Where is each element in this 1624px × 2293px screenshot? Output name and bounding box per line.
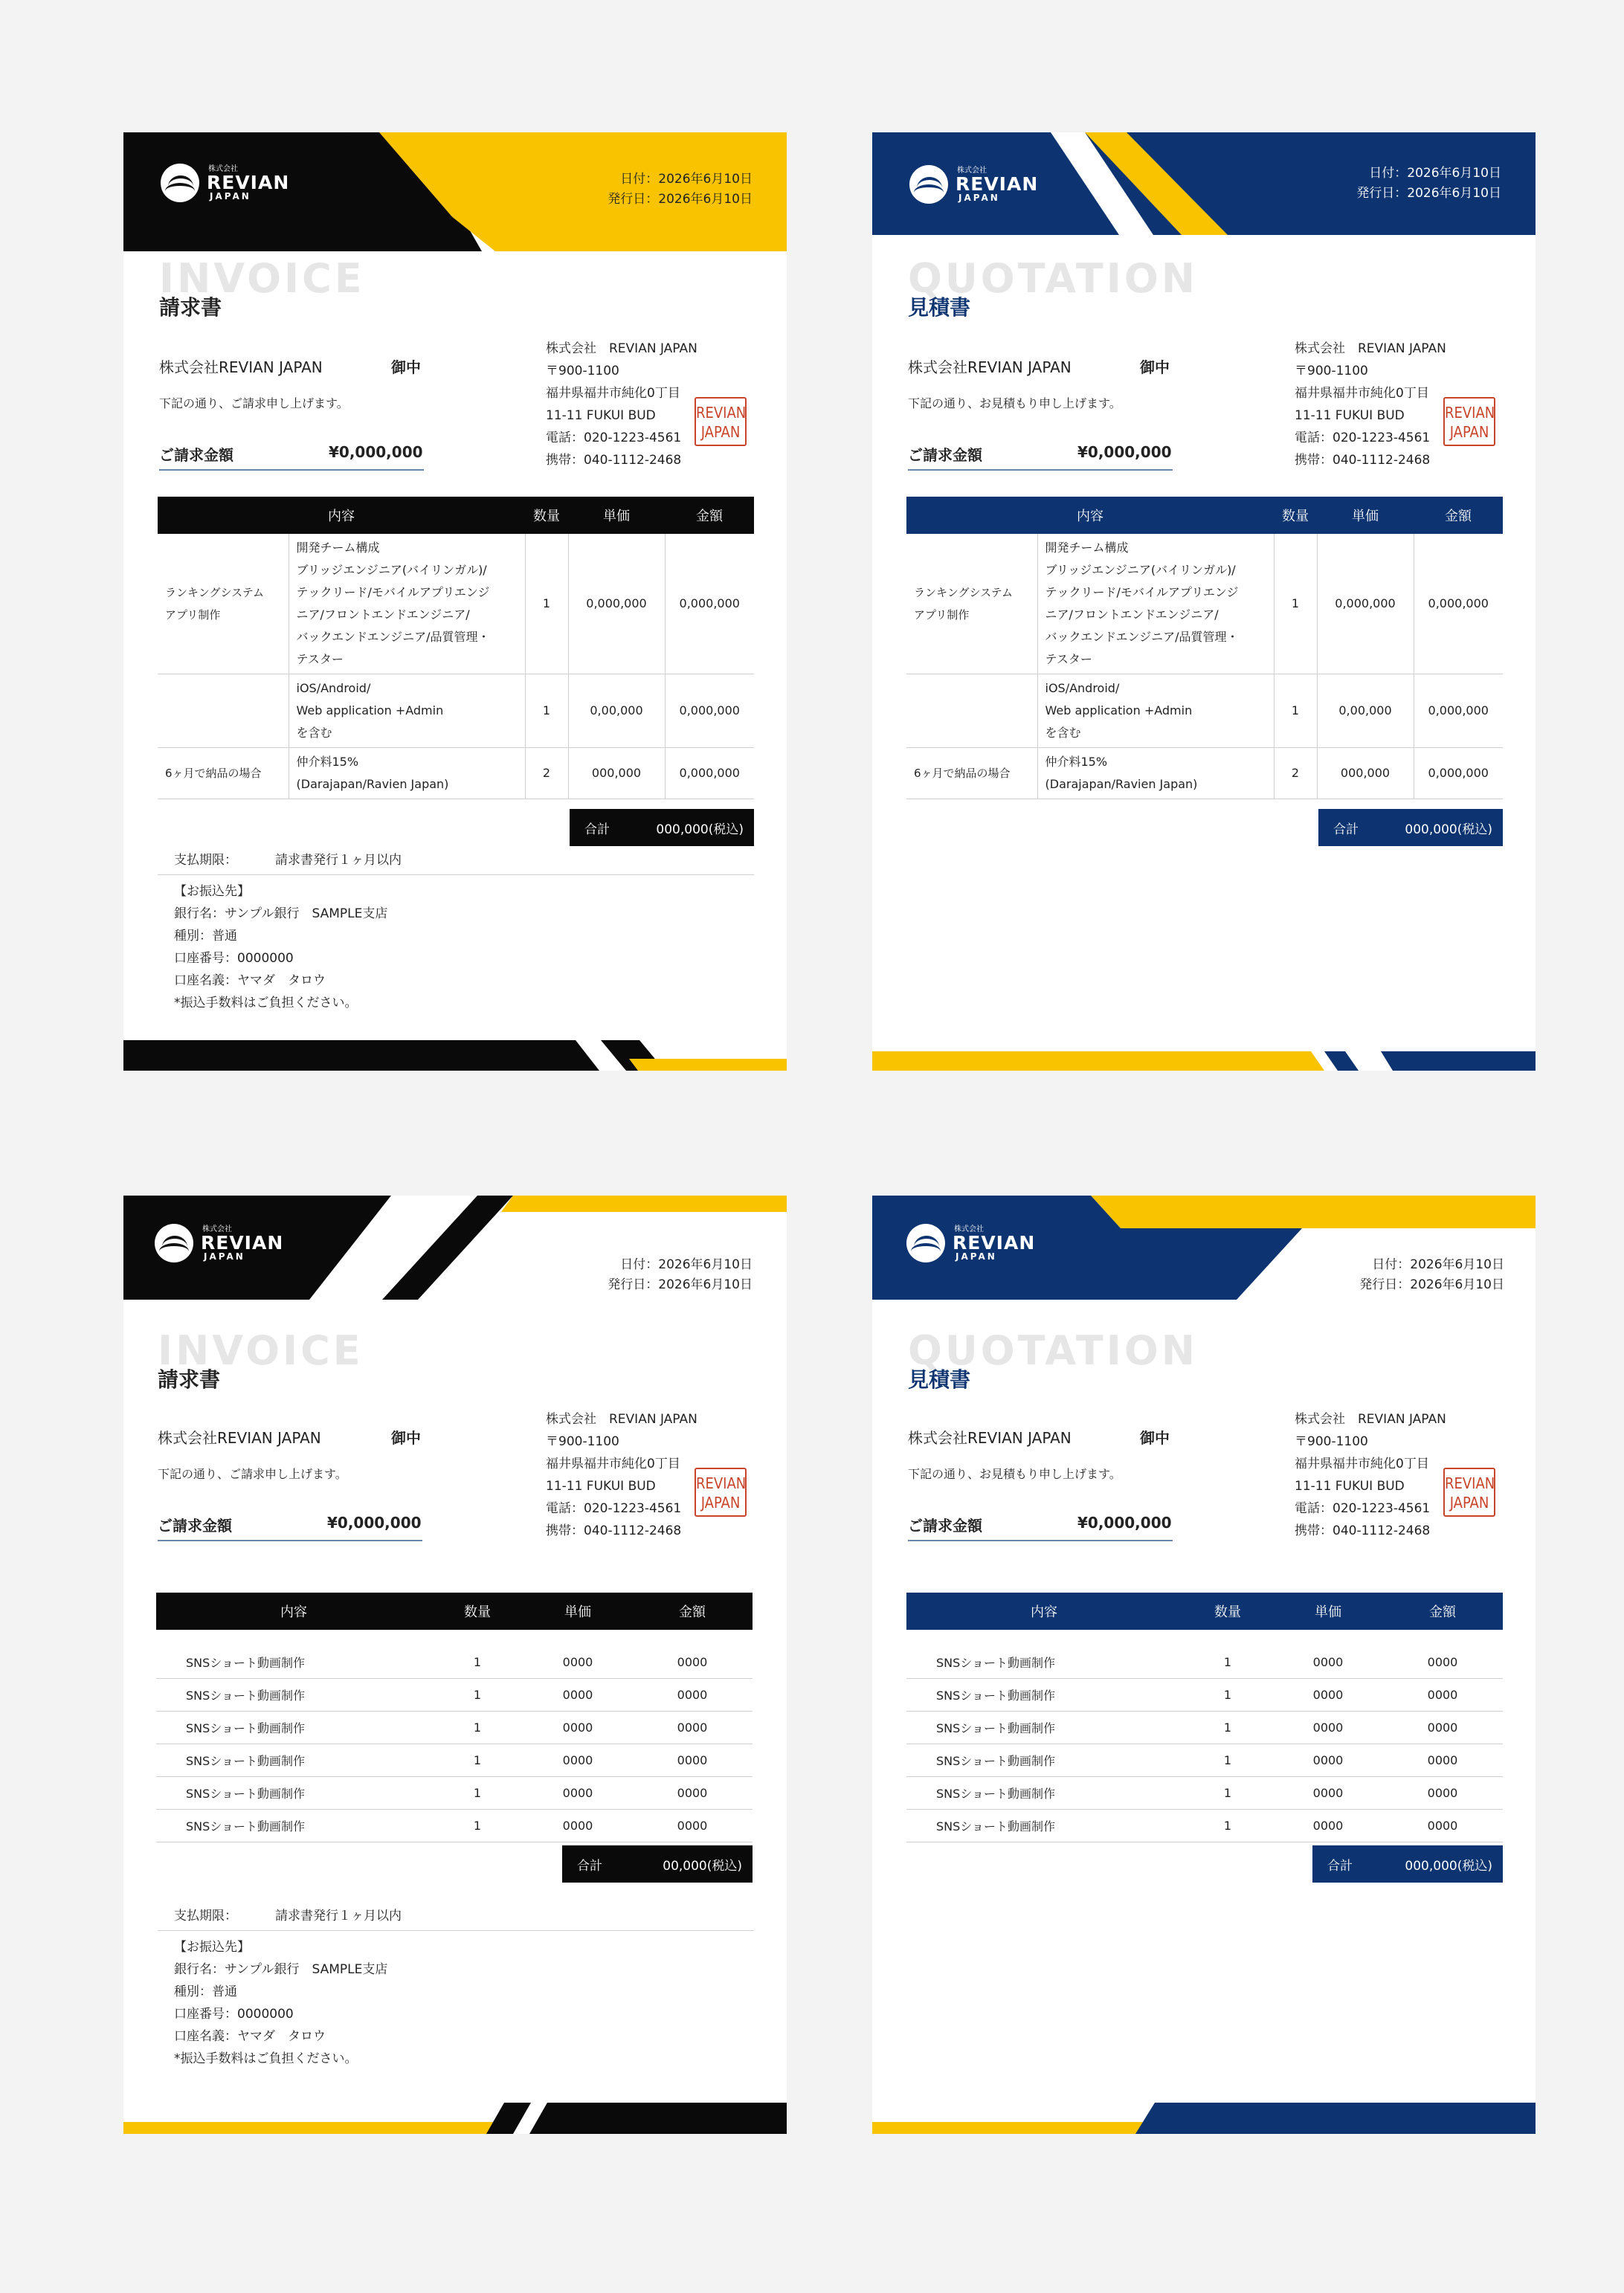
- amount-label: ご請求金額: [908, 446, 982, 464]
- eagle-emblem-icon: [909, 165, 948, 204]
- item-amount: 0,000,000: [1414, 534, 1503, 674]
- table-header-row: [906, 497, 1503, 534]
- item-description: 開発チーム構成 ブリッジエンジニア(バイリンガル)/ テックリード/モバイルアプリエンジ ニア/フロントエンドエンジニア/ バックエンドエンジニア/品質管理・ テスター: [289, 534, 525, 674]
- amount-value: ¥0,000,000: [1077, 443, 1172, 461]
- issuer-mobile: 携帯：040-1112-2468: [546, 1523, 682, 1538]
- bank-name: 銀行名：サンプル銀行 SAMPLE支店: [174, 1962, 388, 1977]
- item-amount: 0000: [1382, 1777, 1503, 1810]
- item-qty: 1: [431, 1646, 523, 1679]
- item-amount: 0000: [1382, 1810, 1503, 1842]
- item-unit-price: 000,000: [1317, 748, 1414, 799]
- item-qty: 1: [1182, 1744, 1274, 1777]
- item-unit-price: 0000: [1274, 1712, 1382, 1744]
- item-unit-price: 0000: [523, 1646, 632, 1679]
- item-name: ランキングシステム アプリ制作: [906, 534, 1037, 674]
- header-unit-price: 単価: [1317, 497, 1414, 534]
- issuer-address1: 福井県福井市純化0丁目: [546, 1457, 680, 1471]
- total-box: [1312, 1845, 1503, 1883]
- item-description: iOS/Android/ Web application +Admin を含む: [1037, 674, 1274, 748]
- item-unit-price: 0000: [1274, 1810, 1382, 1842]
- date: 日付：2026年6月10日: [1372, 1257, 1504, 1272]
- item-unit-price: 0000: [523, 1679, 632, 1712]
- total-value: 000,000(税込): [1405, 1858, 1492, 1874]
- table-row: [156, 1777, 753, 1810]
- total-value: 00,000(税込): [663, 1858, 742, 1874]
- item-qty: 1: [1182, 1679, 1274, 1712]
- logo-name: REVIAN: [201, 1231, 284, 1254]
- table-header-row: [156, 1593, 753, 1630]
- bank-info: [174, 880, 387, 1014]
- item-amount: 0000: [632, 1679, 753, 1712]
- issuer-mobile: 携帯：040-1112-2468: [1295, 453, 1431, 468]
- item-name: SNSショート動画制作: [906, 1810, 1182, 1842]
- amount-label: ご請求金額: [159, 446, 233, 464]
- item-name: SNSショート動画制作: [156, 1646, 431, 1679]
- intro-message: 下記の通り、お見積もり申し上げます。: [908, 1467, 1121, 1481]
- bank-holder: 口座名義：ヤマダ タロウ: [174, 973, 326, 988]
- amount-value: ¥0,000,000: [1077, 1514, 1172, 1532]
- total-box: [562, 1845, 753, 1883]
- table-row: [906, 674, 1503, 748]
- issue-date: 発行日：2026年6月10日: [608, 192, 753, 207]
- payment-value: 請求書発行１ヶ月以内: [275, 853, 402, 868]
- item-amount: 0,000,000: [665, 674, 754, 748]
- stamp-line2: JAPAN: [700, 1494, 741, 1512]
- invoice-page-1: [123, 132, 787, 1071]
- payment-value: 請求書発行１ヶ月以内: [275, 1909, 402, 1923]
- page-title: 請求書: [158, 1367, 221, 1392]
- company-seal-stamp: [695, 397, 747, 446]
- bank-name: 銀行名：サンプル銀行 SAMPLE支店: [174, 906, 388, 921]
- watermark-title: QUOTATION: [908, 1327, 1198, 1374]
- stamp-line2: JAPAN: [700, 423, 741, 441]
- issuer-block: [546, 338, 697, 471]
- table-row: [156, 1679, 753, 1712]
- header-qty: 数量: [431, 1593, 523, 1630]
- bank-type: 種別：普通: [174, 929, 237, 944]
- issuer-company: 株式会社 REVIAN JAPAN: [1295, 1412, 1446, 1427]
- item-amount: 0000: [1382, 1679, 1503, 1712]
- item-amount: 0000: [1382, 1712, 1503, 1744]
- client-name: 株式会社REVIAN JAPAN: [908, 1429, 1072, 1447]
- issuer-company: 株式会社 REVIAN JAPAN: [546, 1412, 697, 1427]
- intro-message: 下記の通り、ご請求申し上げます。: [159, 396, 349, 410]
- company-seal-stamp: [1443, 397, 1495, 446]
- date: 日付：2026年6月10日: [620, 172, 753, 187]
- page-title: 見積書: [908, 295, 971, 320]
- table-row: [906, 1712, 1503, 1744]
- issuer-address1: 福井県福井市純化0丁目: [1295, 386, 1429, 401]
- item-unit-price: 0,000,000: [568, 534, 665, 674]
- item-qty: 1: [431, 1744, 523, 1777]
- client-honorific: 御中: [391, 358, 421, 376]
- item-name: ランキングシステム アプリ制作: [158, 534, 289, 674]
- logo-small-text: 株式会社: [208, 164, 238, 173]
- item-description: iOS/Android/ Web application +Admin を含む: [289, 674, 525, 748]
- item-qty: 1: [431, 1712, 523, 1744]
- issuer-company: 株式会社 REVIAN JAPAN: [1295, 341, 1446, 356]
- table-row: [906, 1646, 1503, 1679]
- bank-holder: 口座名義：ヤマダ タロウ: [174, 2029, 326, 2044]
- stamp-line2: JAPAN: [1449, 1494, 1489, 1512]
- items-table: [906, 1593, 1503, 1842]
- payment-terms: [174, 849, 402, 868]
- table-header-row: [906, 1593, 1503, 1630]
- payment-label: 支払期限：: [174, 853, 237, 868]
- item-name: SNSショート動画制作: [906, 1777, 1182, 1810]
- issuer-address1: 福井県福井市純化0丁目: [1295, 1457, 1429, 1471]
- item-qty: 1: [431, 1679, 523, 1712]
- item-description: 仲介料15% (Darajapan/Ravien Japan): [1037, 748, 1274, 799]
- eagle-emblem-icon: [155, 1224, 193, 1262]
- header-content: 内容: [158, 497, 525, 534]
- page-title: 請求書: [159, 295, 222, 320]
- company-seal-stamp: [695, 1468, 747, 1517]
- item-amount: 0000: [632, 1810, 753, 1842]
- intro-message: 下記の通り、ご請求申し上げます。: [158, 1467, 347, 1481]
- item-name: SNSショート動画制作: [156, 1712, 431, 1744]
- item-qty: 1: [1182, 1777, 1274, 1810]
- date-block: [1359, 1255, 1504, 1295]
- table-row: [156, 1712, 753, 1744]
- items-table: [156, 1593, 753, 1842]
- table-row: [158, 674, 754, 748]
- total-label: 合計: [584, 822, 610, 837]
- item-unit-price: 0000: [523, 1712, 632, 1744]
- item-unit-price: 0,000,000: [1317, 534, 1414, 674]
- issue-date: 発行日：2026年6月10日: [1359, 1277, 1504, 1292]
- issuer-block: [1295, 1408, 1446, 1542]
- item-unit-price: 0000: [1274, 1679, 1382, 1712]
- item-unit-price: 0000: [1274, 1777, 1382, 1810]
- header-content: 内容: [156, 1593, 431, 1630]
- bank-type: 種別：普通: [174, 1984, 237, 1999]
- item-amount: 0000: [1382, 1744, 1503, 1777]
- item-name: SNSショート動画制作: [156, 1679, 431, 1712]
- item-qty: 1: [525, 534, 568, 674]
- amount-value: ¥0,000,000: [327, 1514, 422, 1532]
- item-qty: 1: [1274, 534, 1317, 674]
- bank-note: *振込手数料はご負担ください。: [174, 2051, 358, 2066]
- header-amount: 金額: [1414, 497, 1503, 534]
- issuer-tel: 電話：020-1223-4561: [1295, 430, 1431, 445]
- watermark-title: INVOICE: [159, 255, 365, 302]
- logo-name: REVIAN: [207, 171, 290, 193]
- item-unit-price: 0000: [1274, 1646, 1382, 1679]
- bank-title: 【お振込先】: [174, 1940, 250, 1955]
- issuer-mobile: 携帯：040-1112-2468: [1295, 1523, 1431, 1538]
- eagle-emblem-icon: [906, 1224, 945, 1262]
- header-qty: 数量: [1274, 497, 1317, 534]
- issuer-address2: 11-11 FUKUI BUD: [546, 408, 656, 423]
- item-qty: 1: [1182, 1810, 1274, 1842]
- company-logo: [906, 1224, 1035, 1262]
- table-header-row: [158, 497, 754, 534]
- logo-sub: JAPAN: [958, 192, 1000, 203]
- date: 日付：2026年6月10日: [1369, 166, 1501, 181]
- amount-label: ご請求金額: [908, 1517, 982, 1535]
- header-amount: 金額: [1382, 1593, 1503, 1630]
- issue-date: 発行日：2026年6月10日: [608, 1277, 753, 1292]
- stamp-line1: REVIAN: [1445, 1474, 1495, 1492]
- total-value: 000,000(税込): [656, 822, 744, 837]
- table-row: [156, 1744, 753, 1777]
- watermark-title: QUOTATION: [908, 255, 1198, 302]
- invoice-page-2: [123, 1196, 787, 2134]
- date-block: [608, 1255, 753, 1295]
- bank-note: *振込手数料はご負担ください。: [174, 996, 358, 1010]
- table-row: [906, 1679, 1503, 1712]
- intro-message: 下記の通り、お見積もり申し上げます。: [908, 396, 1121, 410]
- issuer-tel: 電話：020-1223-4561: [546, 1501, 682, 1516]
- item-amount: 0000: [632, 1744, 753, 1777]
- item-qty: 1: [1182, 1712, 1274, 1744]
- table-row: [158, 534, 754, 674]
- issue-date: 発行日：2026年6月10日: [1356, 186, 1501, 201]
- item-qty: 1: [1274, 674, 1317, 748]
- issuer-block: [546, 1408, 697, 1542]
- item-description: 開発チーム構成 ブリッジエンジニア(バイリンガル)/ テックリード/モバイルアプリエンジ ニア/フロントエンドエンジニア/ バックエンドエンジニア/品質管理・ テスター: [1037, 534, 1274, 674]
- item-amount: 0,000,000: [1414, 748, 1503, 799]
- header-qty: 数量: [525, 497, 568, 534]
- logo-name: REVIAN: [956, 172, 1039, 195]
- logo-small-text: 株式会社: [957, 166, 987, 175]
- table-row: [156, 1810, 753, 1842]
- issuer-address1: 福井県福井市純化0丁目: [546, 386, 680, 401]
- item-unit-price: 0,00,000: [1317, 674, 1414, 748]
- total-label: 合計: [577, 1858, 602, 1874]
- quotation-page-1: [872, 132, 1536, 1071]
- item-description: 仲介料15% (Darajapan/Ravien Japan): [289, 748, 525, 799]
- company-seal-stamp: [1443, 1468, 1495, 1517]
- table-row: [906, 748, 1503, 799]
- logo-sub: JAPAN: [956, 1251, 997, 1262]
- header-unit-price: 単価: [523, 1593, 632, 1630]
- payment-label: 支払期限：: [174, 1909, 237, 1923]
- items-table: [158, 497, 754, 799]
- watermark-title: INVOICE: [158, 1327, 364, 1374]
- item-name: SNSショート動画制作: [156, 1810, 431, 1842]
- issuer-company: 株式会社 REVIAN JAPAN: [546, 341, 697, 356]
- logo-name: REVIAN: [953, 1231, 1036, 1254]
- item-name: SNSショート動画制作: [156, 1744, 431, 1777]
- table-row: [906, 534, 1503, 674]
- issuer-postal: 〒900-1100: [546, 364, 619, 378]
- billing-amount: [159, 443, 424, 471]
- issuer-tel: 電話：020-1223-4561: [1295, 1501, 1431, 1516]
- page-title: 見積書: [908, 1367, 971, 1392]
- detail-rows: [906, 534, 1503, 799]
- header-amount: 金額: [665, 497, 754, 534]
- table-row: [156, 1646, 753, 1679]
- amount-label: ご請求金額: [158, 1517, 232, 1535]
- company-logo: [155, 1224, 283, 1262]
- company-logo: [161, 164, 289, 202]
- header-unit-price: 単価: [1274, 1593, 1382, 1630]
- billing-amount: [158, 1514, 422, 1541]
- item-name: SNSショート動画制作: [906, 1712, 1182, 1744]
- stamp-line2: JAPAN: [1449, 423, 1489, 441]
- billing-amount: [908, 1514, 1173, 1541]
- company-logo: [909, 165, 1038, 204]
- item-amount: 0000: [1382, 1646, 1503, 1679]
- quotation-page-2: [872, 1196, 1536, 2134]
- eagle-emblem-icon: [161, 164, 199, 202]
- bank-title: 【お振込先】: [174, 884, 250, 899]
- simple-rows: [156, 1630, 753, 1842]
- client-name: 株式会社REVIAN JAPAN: [908, 358, 1072, 376]
- issuer-address2: 11-11 FUKUI BUD: [546, 1479, 656, 1494]
- table-row: [906, 1777, 1503, 1810]
- issuer-postal: 〒900-1100: [1295, 364, 1368, 378]
- client-honorific: 御中: [1140, 1429, 1170, 1447]
- item-qty: 2: [525, 748, 568, 799]
- issuer-address2: 11-11 FUKUI BUD: [1295, 1479, 1405, 1494]
- item-name: [158, 674, 289, 748]
- item-amount: 0,000,000: [665, 748, 754, 799]
- date-block: [608, 170, 753, 210]
- bank-number: 口座番号：0000000: [174, 2007, 294, 2022]
- stamp-line1: REVIAN: [696, 1474, 747, 1492]
- item-amount: 0000: [632, 1777, 753, 1810]
- issuer-mobile: 携帯：040-1112-2468: [546, 453, 682, 468]
- item-name: 6ヶ月で納品の場合: [158, 748, 289, 799]
- item-name: SNSショート動画制作: [156, 1777, 431, 1810]
- item-amount: 0,000,000: [1414, 674, 1503, 748]
- client-name: 株式会社REVIAN JAPAN: [158, 1429, 321, 1447]
- item-qty: 2: [1274, 748, 1317, 799]
- item-qty: 1: [1182, 1646, 1274, 1679]
- header-content: 内容: [906, 1593, 1182, 1630]
- logo-small-text: 株式会社: [202, 1225, 232, 1233]
- divider: [158, 1930, 754, 1931]
- total-box: [570, 809, 754, 846]
- logo-sub: JAPAN: [210, 190, 251, 201]
- items-table: [906, 497, 1503, 799]
- billing-amount: [908, 443, 1173, 471]
- issuer-block: [1295, 338, 1446, 471]
- table-row: [906, 1744, 1503, 1777]
- item-name: SNSショート動画制作: [906, 1679, 1182, 1712]
- bank-number: 口座番号：0000000: [174, 951, 294, 966]
- item-amount: 0000: [632, 1646, 753, 1679]
- header-unit-price: 単価: [568, 497, 665, 534]
- item-unit-price: 0000: [1274, 1744, 1382, 1777]
- total-label: 合計: [1327, 1858, 1353, 1874]
- total-value: 000,000(税込): [1405, 822, 1492, 837]
- item-unit-price: 000,000: [568, 748, 665, 799]
- client-honorific: 御中: [391, 1429, 421, 1447]
- issuer-tel: 電話：020-1223-4561: [546, 430, 682, 445]
- item-unit-price: 0000: [523, 1744, 632, 1777]
- issuer-postal: 〒900-1100: [546, 1434, 619, 1449]
- date: 日付：2026年6月10日: [620, 1257, 753, 1272]
- table-row: [906, 1810, 1503, 1842]
- item-amount: 0000: [632, 1712, 753, 1744]
- payment-terms: [174, 1905, 402, 1923]
- item-name: SNSショート動画制作: [906, 1744, 1182, 1777]
- item-qty: 1: [431, 1777, 523, 1810]
- total-label: 合計: [1333, 822, 1359, 837]
- bank-info: [174, 1936, 387, 2070]
- client-honorific: 御中: [1140, 358, 1170, 376]
- item-name: 6ヶ月で納品の場合: [906, 748, 1037, 799]
- item-unit-price: 0000: [523, 1810, 632, 1842]
- date-block: [1356, 164, 1501, 204]
- stamp-line1: REVIAN: [1445, 404, 1495, 422]
- item-name: SNSショート動画制作: [906, 1646, 1182, 1679]
- table-row: [158, 748, 754, 799]
- header-qty: 数量: [1182, 1593, 1274, 1630]
- logo-sub: JAPAN: [204, 1251, 245, 1262]
- simple-rows: [906, 1630, 1503, 1842]
- stamp-line1: REVIAN: [696, 404, 747, 422]
- item-qty: 1: [431, 1810, 523, 1842]
- header-amount: 金額: [632, 1593, 753, 1630]
- item-unit-price: 0000: [523, 1777, 632, 1810]
- detail-rows: [158, 534, 754, 799]
- item-unit-price: 0,00,000: [568, 674, 665, 748]
- client-name: 株式会社REVIAN JAPAN: [159, 358, 323, 376]
- issuer-postal: 〒900-1100: [1295, 1434, 1368, 1449]
- item-name: [906, 674, 1037, 748]
- item-qty: 1: [525, 674, 568, 748]
- divider: [158, 874, 754, 875]
- amount-value: ¥0,000,000: [329, 443, 423, 461]
- logo-small-text: 株式会社: [954, 1225, 984, 1233]
- item-amount: 0,000,000: [665, 534, 754, 674]
- issuer-address2: 11-11 FUKUI BUD: [1295, 408, 1405, 423]
- header-content: 内容: [906, 497, 1274, 534]
- total-box: [1318, 809, 1503, 846]
